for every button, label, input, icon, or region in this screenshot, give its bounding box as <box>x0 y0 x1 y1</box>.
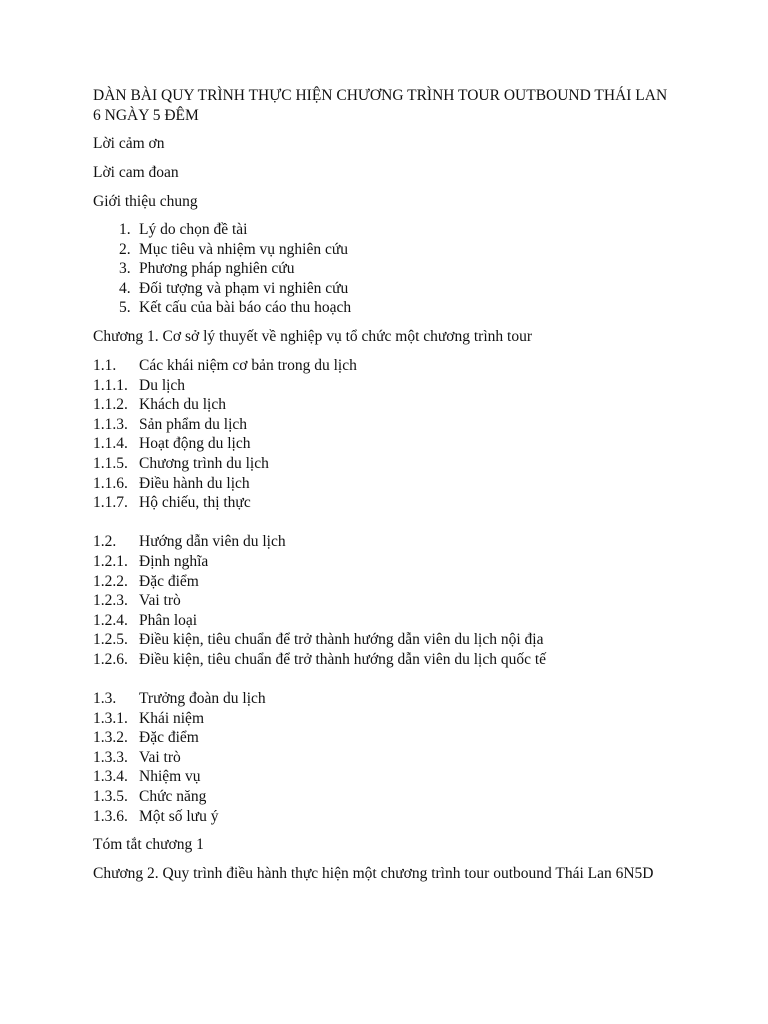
section-1-1-list <box>93 356 673 513</box>
outline-item: 1.1.6. Điều hành du lịch <box>93 474 250 492</box>
document-title: DÀN BÀI QUY TRÌNH THỰC HIỆN CHƯƠNG TRÌNH TOUR OUTBOUND THÁI LAN 6 NGÀY 5 ĐÊM <box>93 87 668 124</box>
outline-item: 1.3.6. Một số lưu ý <box>93 807 219 825</box>
list-item: 5. Kết cấu của bài báo cáo thu hoạch <box>119 299 352 317</box>
outline-item: 1.1.1. Du lịch <box>93 376 186 394</box>
thanks-heading: Lời cảm ơn <box>93 135 165 152</box>
outline-item: 1.2.4. Phân loại <box>93 611 198 629</box>
outline-item: 1.2.2. Đặc điểm <box>93 572 199 590</box>
outline-item: 1.1.7. Hộ chiếu, thị thực <box>93 494 251 512</box>
outline-item: 1.1.3. Sản phẩm du lịch <box>93 415 248 433</box>
blank-line <box>93 669 673 689</box>
intro-list <box>93 220 673 318</box>
outline-item: 1.2. Hướng dẫn viên du lịch <box>93 533 286 551</box>
section-1-3-list <box>93 689 673 826</box>
outline-item: 1.1. Các khái niệm cơ bản trong du lịch <box>93 356 357 374</box>
list-item: 1. Lý do chọn đề tài <box>119 221 248 238</box>
outline-item: 1.2.6. Điều kiện, tiêu chuẩn để trở thành hướng dẫn viên du lịch quốc tế <box>93 650 547 668</box>
outline-item: 1.3.4. Nhiệm vụ <box>93 768 201 786</box>
paragraph-gap <box>93 826 673 835</box>
chapter2-heading: Chương 2. Quy trình điều hành thực hiện một chương trình tour outbound Thái Lan 6N5D <box>93 865 654 883</box>
outline-item: 1.1.5. Chương trình du lịch <box>93 454 269 472</box>
intro-heading: Giới thiệu chung <box>93 193 198 210</box>
outline-item: 1.2.5. Điều kiện, tiêu chuẩn để trở thành hướng dẫn viên du lịch nội địa <box>93 631 544 649</box>
list-item: 2. Mục tiêu và nhiệm vụ nghiên cứu <box>119 240 348 258</box>
outline-item: 1.3.1. Khái niệm <box>93 709 204 727</box>
outline-item: 1.1.4. Hoạt động du lịch <box>93 435 251 453</box>
list-item: 3. Phương pháp nghiên cứu <box>119 260 295 278</box>
outline-item: 1.3.5. Chức năng <box>93 788 207 806</box>
outline-item: 1.2.3. Vai trò <box>93 592 181 610</box>
pledge-heading: Lời cam đoan <box>93 164 179 181</box>
outline-item: 1.3.3. Vai trò <box>93 748 181 766</box>
outline-item: 1.2.1. Định nghĩa <box>93 552 209 570</box>
chapter1-heading: Chương 1. Cơ sở lý thuyết về nghiệp vụ tổ chức một chương trình tour <box>93 327 532 345</box>
section-1-2-list <box>93 532 673 669</box>
list-item: 4. Đối tượng và phạm vi nghiên cứu <box>119 279 349 297</box>
document-body <box>93 86 673 893</box>
blank-line <box>93 513 673 533</box>
outline-item: 1.1.2. Khách du lịch <box>93 396 226 414</box>
outline-item: 1.3. Trưởng đoàn du lịch <box>93 690 266 708</box>
outline-item: 1.3.2. Đặc điểm <box>93 729 199 747</box>
summary1-heading: Tóm tắt chương 1 <box>93 836 204 854</box>
